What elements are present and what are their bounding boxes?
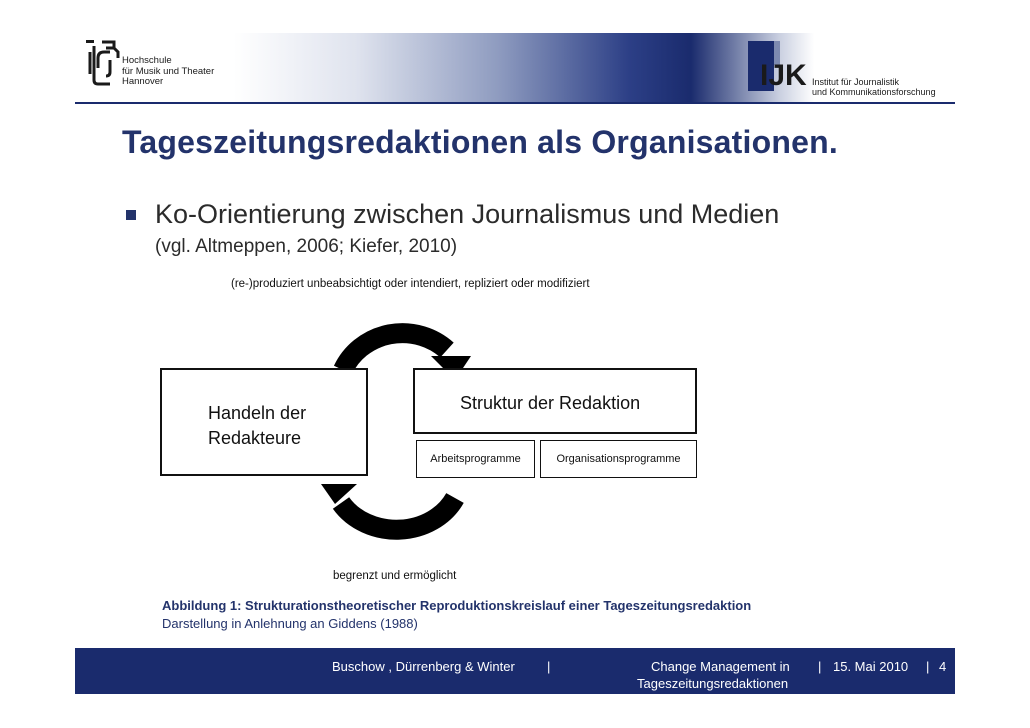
ijk-logo-text [812, 77, 936, 97]
footer-separator-3: | [926, 659, 930, 674]
header-divider [75, 102, 955, 104]
footer-separator-2: | [818, 659, 822, 674]
slide-title: Tageszeitungsredaktionen als Organisationen. [122, 124, 838, 160]
hmth-logo-text [122, 56, 214, 88]
ijk-logo-icon [748, 41, 810, 91]
figure-source: Darstellung in Anlehnung an Giddens (1988) [162, 616, 418, 631]
ijk-logo-letters: IJK [760, 59, 807, 91]
footer-bar [75, 648, 955, 694]
footer-page-number: 4 [939, 659, 947, 674]
box-organisationsprogramme: Organisationsprogramme [540, 440, 697, 478]
footer-topic-line-1: Change Management in [651, 659, 790, 674]
footer-separator-1: | [547, 659, 551, 674]
diagram-top-label: (re-)produziert unbeabsichtigt oder intendiert, repliziert oder modifiziert [231, 278, 590, 290]
ijk-line-2: und Kommunikationsforschung [812, 87, 936, 97]
box-arbeitsprogramme: Arbeitsprogramme [416, 440, 535, 478]
footer-authors: Buschow , Dürrenberg & Winter [332, 659, 515, 674]
box-handeln-line-2: Redakteure [208, 428, 302, 448]
box-handeln-line-1: Handeln der [208, 403, 307, 423]
bullet-subtext: (vgl. Altmeppen, 2006; Kiefer, 2010) [155, 236, 458, 257]
footer-topic-line-2: Tageszeitungsredaktionen [637, 676, 789, 691]
diagram-bottom-label: begrenzt und ermöglicht [333, 570, 457, 582]
bullet-text: Ko-Orientierung zwischen Journalismus und Medien [155, 199, 780, 229]
bullet-marker [126, 210, 136, 220]
box-struktur-label: Struktur der Redaktion [460, 393, 641, 413]
hmth-line-1: Hochschule [122, 55, 172, 66]
hmth-line-2: für Musik und Theater [122, 65, 215, 77]
footer-date: 15. Mai 2010 [833, 659, 909, 674]
hmth-logo-icon [84, 38, 120, 88]
figure-caption: Abbildung 1: Strukturationstheoretischer Reproduktionskreislauf einer Tageszeitungsredaktion [162, 598, 752, 613]
box-handeln-label [208, 401, 306, 451]
hmth-line-3: Hannover [122, 76, 164, 87]
ijk-line-1: Institut für Journalistik [812, 77, 900, 87]
